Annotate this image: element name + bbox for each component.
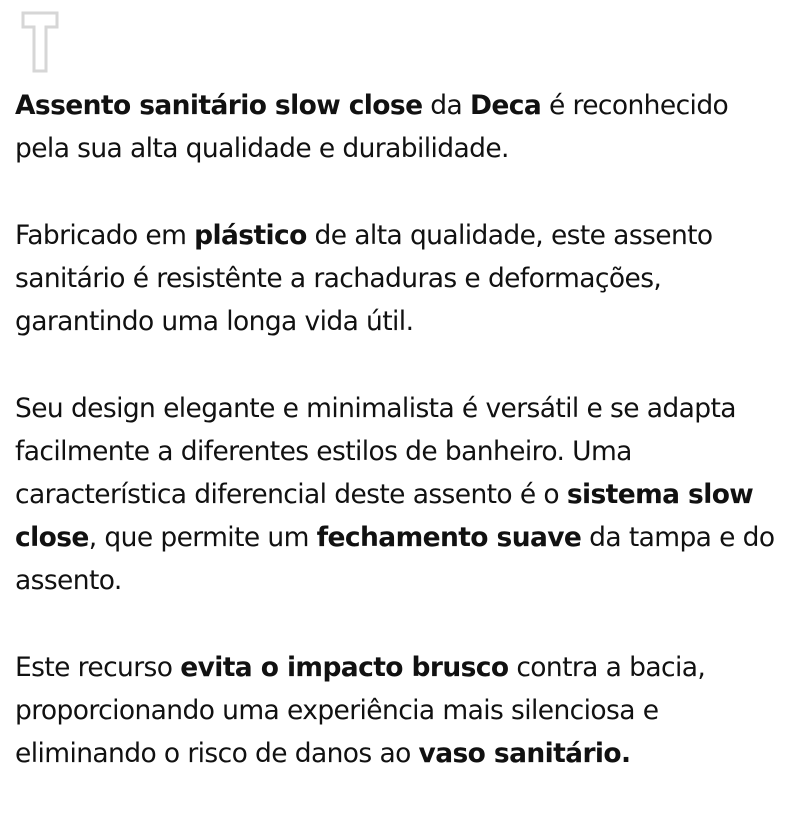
text-regular: contra a bacia, proporcionando uma experiência mais silenciosa e eliminando o risco de danos ao xyxy=(15,652,706,769)
text-regular: Este recurso xyxy=(15,652,181,683)
text-regular: , que permite um xyxy=(88,522,317,553)
text-bold: vaso sanitário. xyxy=(418,738,631,769)
text-bold: fechamento suave xyxy=(316,522,582,553)
paragraph-design xyxy=(15,387,790,602)
paragraph-intro xyxy=(15,84,790,170)
paragraph-material xyxy=(15,214,790,343)
text-bold: sistema slow close xyxy=(15,479,754,553)
text-bold: Assento sanitário slow close xyxy=(15,90,423,121)
text-bold: plástico xyxy=(194,220,307,251)
t-logo-icon xyxy=(20,10,60,74)
text-bold: evita o impacto brusco xyxy=(180,652,509,683)
text-regular: Seu design elegante e minimalista é versátil e se adapta facilmente a diferentes estilos de banheiro. Uma característica diferencial deste assento é o xyxy=(15,393,736,510)
text-regular: de alta qualidade, este assento sanitário é resistênte a rachaduras e deformações, garantindo uma longa vida útil. xyxy=(15,220,713,337)
paragraph-feature xyxy=(15,646,790,775)
text-regular: da tampa e do assento. xyxy=(15,522,775,596)
description-text xyxy=(15,84,790,819)
text-regular: Fabricado em xyxy=(15,220,195,251)
text-regular: é reconhecido pela sua alta qualidade e durabilidade. xyxy=(15,90,729,164)
text-regular: da xyxy=(422,90,470,121)
text-bold: Deca xyxy=(469,90,542,121)
